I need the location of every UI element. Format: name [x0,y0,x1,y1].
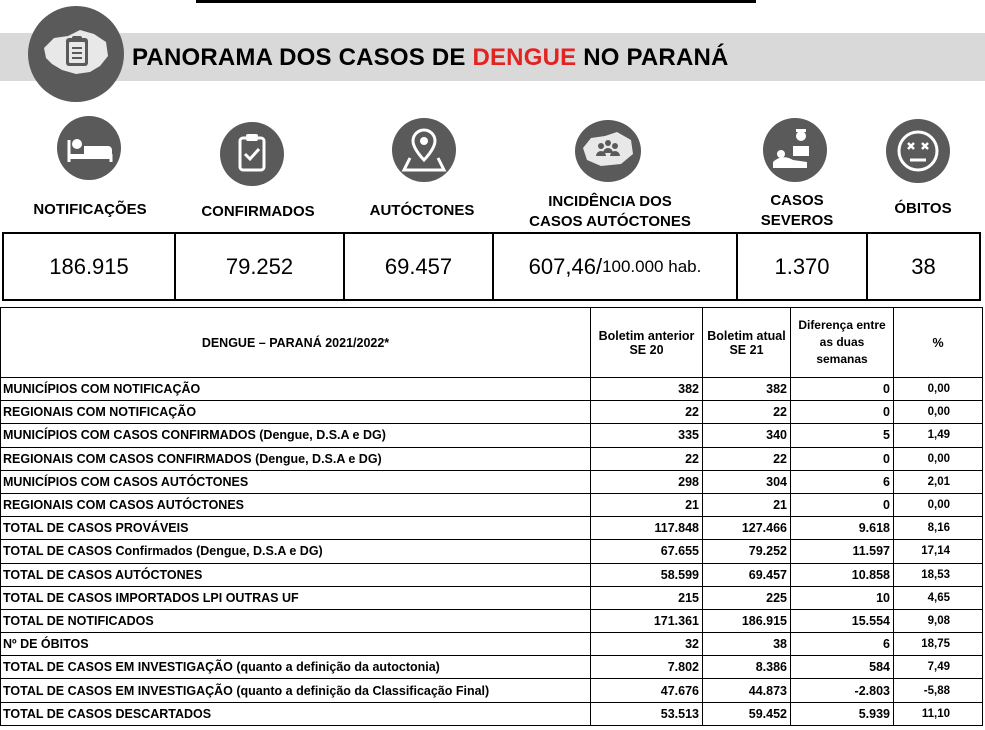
stat-value-notificacoes: 186.915 [4,234,176,299]
table-row [1,679,983,702]
table-row [1,424,983,447]
col-header-prev: Boletim anterior SE 20 [591,308,703,378]
row-value-prev: 298 [591,470,703,493]
table-row [1,401,983,424]
table-row [1,517,983,540]
row-value-prev: 67.655 [591,540,703,563]
row-value-pct: 8,16 [894,517,983,540]
stat-value-autoctones: 69.457 [345,234,494,299]
row-label: MUNICÍPIOS COM CASOS CONFIRMADOS (Dengue, D.S.A e DG) [1,424,591,447]
row-value-diff: 0 [791,493,894,516]
row-value-curr: 382 [703,378,791,401]
dead-face-icon [886,119,950,183]
row-value-curr: 79.252 [703,540,791,563]
row-value-curr: 44.873 [703,679,791,702]
stat-unit-incidencia: 100.000 hab. [602,256,702,276]
row-label: REGIONAIS COM CASOS AUTÓCTONES [1,493,591,516]
table-header-row [1,308,983,378]
row-value-prev: 21 [591,493,703,516]
table-row [1,470,983,493]
row-value-pct: 2,01 [894,470,983,493]
table-row [1,447,983,470]
row-value-curr: 38 [703,633,791,656]
row-value-prev: 171.361 [591,609,703,632]
page-title: PANORAMA DOS CASOS DE DENGUE NO PARANÁ [132,44,729,71]
row-value-diff: 11.597 [791,540,894,563]
row-label: TOTAL DE CASOS IMPORTADOS LPI OUTRAS UF [1,586,591,609]
row-label: TOTAL DE CASOS EM INVESTIGAÇÃO (quanto a definição da Classificação Final) [1,679,591,702]
table-row [1,702,983,725]
stat-value-confirmados: 79.252 [176,234,345,299]
checked-clipboard-icon [220,122,284,186]
row-label: REGIONAIS COM NOTIFICAÇÃO [1,401,591,424]
row-value-curr: 304 [703,470,791,493]
row-label: MUNICÍPIOS COM CASOS AUTÓCTONES [1,470,591,493]
row-value-curr: 21 [703,493,791,516]
table-row [1,609,983,632]
row-value-prev: 335 [591,424,703,447]
row-value-pct: 0,00 [894,401,983,424]
row-value-prev: 53.513 [591,702,703,725]
row-value-diff: 10.858 [791,563,894,586]
row-value-pct: 17,14 [894,540,983,563]
table-row [1,378,983,401]
row-value-prev: 215 [591,586,703,609]
table-row [1,586,983,609]
row-value-curr: 340 [703,424,791,447]
row-value-pct: 18,53 [894,563,983,586]
stats-values-row [2,232,981,301]
row-value-pct: 0,00 [894,447,983,470]
stat-value-obitos: 38 [911,253,936,279]
title-highlight: DENGUE [472,44,577,71]
row-value-pct: 0,00 [894,378,983,401]
row-label: TOTAL DE CASOS PROVÁVEIS [1,517,591,540]
stat-label-incidencia: INCIDÊNCIA DOS CASOS AUTÓCTONES [529,193,691,230]
row-value-prev: 47.676 [591,679,703,702]
stat-label-autoctones: AUTÓCTONES [369,202,475,219]
row-value-diff: 10 [791,586,894,609]
row-value-diff: 9.618 [791,517,894,540]
patient-bed-icon [57,116,121,180]
row-value-prev: 22 [591,447,703,470]
row-value-curr: 69.457 [703,563,791,586]
stat-label-casos-severos: CASOS SEVEROS [760,192,834,229]
col-header-pct: % [894,308,983,378]
row-value-diff: 6 [791,633,894,656]
table-row [1,540,983,563]
row-value-diff: 5 [791,424,894,447]
row-value-pct: 9,08 [894,609,983,632]
stat-label-obitos: ÓBITOS [894,200,952,217]
row-value-prev: 7.802 [591,656,703,679]
row-value-diff: 0 [791,378,894,401]
row-value-pct: 11,10 [894,702,983,725]
row-value-prev: 32 [591,633,703,656]
col-header-diff: Diferença entre as duas semanas [791,308,894,378]
medical-care-icon [763,118,827,182]
stat-value-incidencia: 607,46/ 100.000 hab. [494,234,738,299]
row-label: TOTAL DE NOTIFICADOS [1,609,591,632]
row-label: TOTAL DE CASOS Confirmados (Dengue, D.S.A e DG) [1,540,591,563]
row-value-diff: 6 [791,470,894,493]
row-value-prev: 382 [591,378,703,401]
table-title: DENGUE – PARANÁ 2021/2022* [1,308,591,378]
map-pin-icon [392,118,456,182]
row-value-prev: 22 [591,401,703,424]
row-label: REGIONAIS COM CASOS CONFIRMADOS (Dengue, D.S.A e DG) [1,447,591,470]
dengue-data-table [0,307,983,726]
row-value-diff: 0 [791,401,894,424]
row-label: MUNICÍPIOS COM NOTIFICAÇÃO [1,378,591,401]
people-map-icon [575,120,641,182]
table-row [1,656,983,679]
parana-map-icon [40,26,112,82]
row-value-curr: 8.386 [703,656,791,679]
row-label: Nº DE ÓBITOS [1,633,591,656]
row-label: TOTAL DE CASOS DESCARTADOS [1,702,591,725]
row-label: TOTAL DE CASOS AUTÓCTONES [1,563,591,586]
row-value-pct: -5,88 [894,679,983,702]
row-value-prev: 117.848 [591,517,703,540]
row-value-diff: 15.554 [791,609,894,632]
row-value-curr: 225 [703,586,791,609]
stat-label-confirmados: CONFIRMADOS [201,203,315,220]
row-value-diff: 0 [791,447,894,470]
row-value-pct: 0,00 [894,493,983,516]
row-value-diff: -2.803 [791,679,894,702]
row-value-curr: 22 [703,447,791,470]
row-label: TOTAL DE CASOS EM INVESTIGAÇÃO (quanto a definição da autoctonia) [1,656,591,679]
clipboard-logo-icon [28,6,124,102]
row-value-curr: 186.915 [703,609,791,632]
top-rule [196,0,756,3]
col-header-curr: Boletim atual SE 21 [703,308,791,378]
table-row [1,633,983,656]
row-value-curr: 59.452 [703,702,791,725]
stat-label-notificacoes: NOTIFICAÇÕES [33,201,147,218]
row-value-prev: 58.599 [591,563,703,586]
row-value-curr: 22 [703,401,791,424]
row-value-pct: 4,65 [894,586,983,609]
row-value-pct: 7,49 [894,656,983,679]
row-value-pct: 18,75 [894,633,983,656]
stat-value-casos-severos: 1.370 [738,234,868,299]
row-value-diff: 5.939 [791,702,894,725]
row-value-pct: 1,49 [894,424,983,447]
row-value-diff: 584 [791,656,894,679]
table-row [1,493,983,516]
row-value-curr: 127.466 [703,517,791,540]
table-row [1,563,983,586]
